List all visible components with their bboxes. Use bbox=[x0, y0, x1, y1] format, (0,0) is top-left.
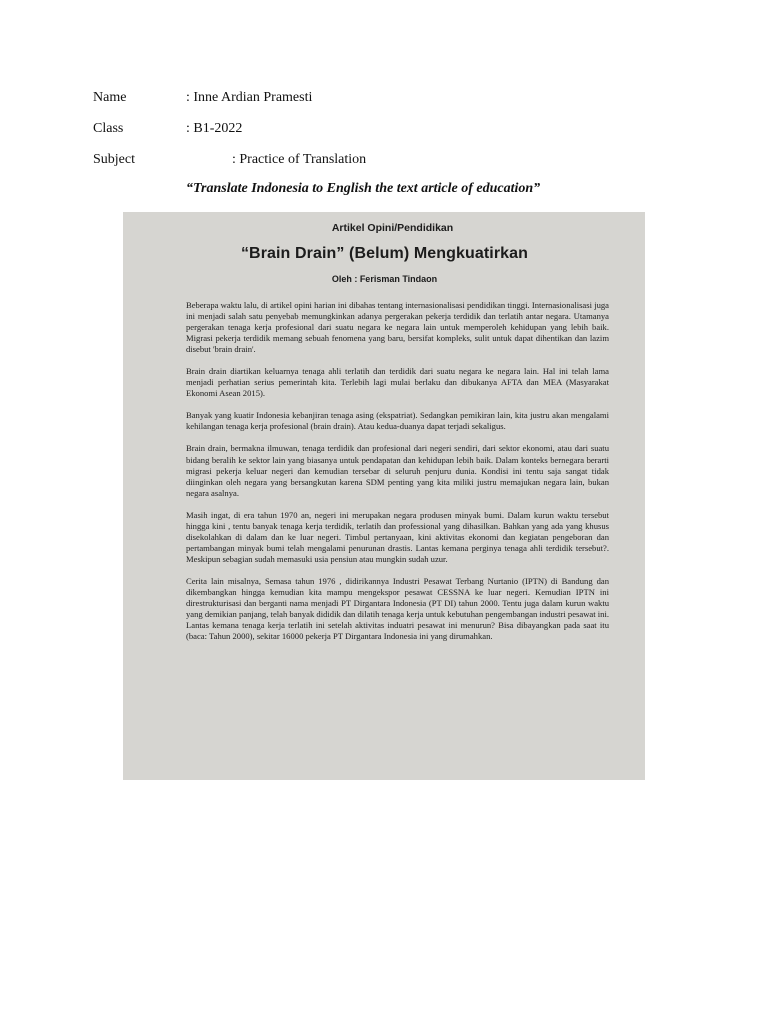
subject-label: Subject bbox=[93, 152, 135, 167]
article-author: Oleh : Ferisman Tindaon bbox=[331, 274, 438, 284]
article-kicker: Artikel Opini/Pendidikan bbox=[331, 222, 454, 234]
article-paragraph: Beberapa waktu lalu, di artikel opini harian ini dibahas tentang internasionalisasi pendidikan tinggi. Internasionalisasi juga ini menjadi salah satu penyebab memungkinkan adanya pergerakan pekerja terdidik dan terlatih antar negara. Utamanya pergerakan tenaga kerja profesional dari suatu negara ke negara lain untuk memperoleh kehidupan yang lebih baik. Migrasi pekerja terdidik memang sebuah fenomena yang baru, bersifat kompleks, sulit untuk dapat dihentikan dan lazim disebut 'brain drain'. bbox=[186, 300, 609, 355]
scanned-article-image bbox=[123, 212, 645, 780]
article-title: “Brain Drain” (Belum) Mengkuatirkan bbox=[240, 245, 529, 262]
instruction-text: “Translate Indonesia to English the text article of education” bbox=[186, 181, 541, 196]
class-value: : B1-2022 bbox=[186, 121, 243, 136]
article-paragraph: Brain drain diartikan keluarnya tenaga ahli terlatih dan terdidik dari suatu negara ke negara lain. Hal ini telah lama menjadi perhatian serius pemerintah kita. Terlebih lagi mulai berlaku dan dibukanya AFTA dan MEA (Masyarakat Ekonomi Asean 2015). bbox=[186, 366, 609, 399]
name-label: Name bbox=[93, 90, 127, 105]
class-label: Class bbox=[93, 121, 124, 136]
article-paragraph: Masih ingat, di era tahun 1970 an, negeri ini merupakan negara produsen minyak bumi. Dalam kurun waktu tersebut hingga kini , tentu banyak tenaga kerja terdidik, terlatih dan professional yang dihasilkan. Bahkan yang ada yang khusus disekolahkan di dalam dan ke luar negeri. Timbul pertanyaan, kini aktivitas ekonomi dan kegiatan pengeboran dan pertambangan minyak bumi telah mengalami penurunan drastis. Lantas kemana perginya tenaga ahli terdidik tersebut?. Meskipun sebagian sudah memasuki usia pensiun atau mungkin sudah uzur. bbox=[186, 509, 609, 564]
article-paragraph: Cerita lain misalnya, Semasa tahun 1976 , didirikannya Industri Pesawat Terbang Nurtanio (IPTN) di Bandung dan dikembangkan hingga kemudian kita mampu mengekspor pesawat CESSNA ke luar negeri. Kemudian IPTN ini direstrukturisasi dan berganti nama menjadi PT Dirgantara Indonesia (PT DI) tahun 2000. Tentu juga dalam kurun waktu yang demikian panjang, telah banyak dididik dan dilatih tenaga kerja untuk kebutuhan pengembangan industri pesawat ini. Lantas kemana tenaga kerja terlatih ini setelah aktivitas induatri pesawat ini menurun? Bisa dibayangkan pada saat itu (baca: Tahun 2000), sekitar 16000 pekerja PT Dirgantara Indonesia ini yang dirumahkan. bbox=[186, 575, 609, 642]
article-paragraph: Brain drain, bermakna ilmuwan, tenaga terdidik dan profesional dari negeri sendiri, dari sektor ekonomi, atau dari suatu bidang beralih ke sektor lain yang biasanya untuk pendapatan dan kehidupan lebih baik. Dalam konteks bernegara berarti migrasi pekerja keluar negeri dan kemudian tersebar di seluruh penjuru dunia. Kondisi ini tentu saja sangat tidak diinginkan oleh negara yang bersangkutan karena SDM penting yang kita miliki justru memajukan negara lain, bukan negara asalnya. bbox=[186, 443, 609, 498]
name-value: : Inne Ardian Pramesti bbox=[186, 90, 313, 105]
article-paragraph: Banyak yang kuatir Indonesia kebanjiran tenaga asing (ekspatriat). Sedangkan pemikiran lain, kita justru akan mengalami kehilangan tenaga kerja profesional (brain drain). Atau kedua-duanya dapat terjadi sekaligus. bbox=[186, 410, 609, 432]
subject-value: : Practice of Translation bbox=[232, 152, 367, 167]
article-body bbox=[186, 300, 609, 642]
